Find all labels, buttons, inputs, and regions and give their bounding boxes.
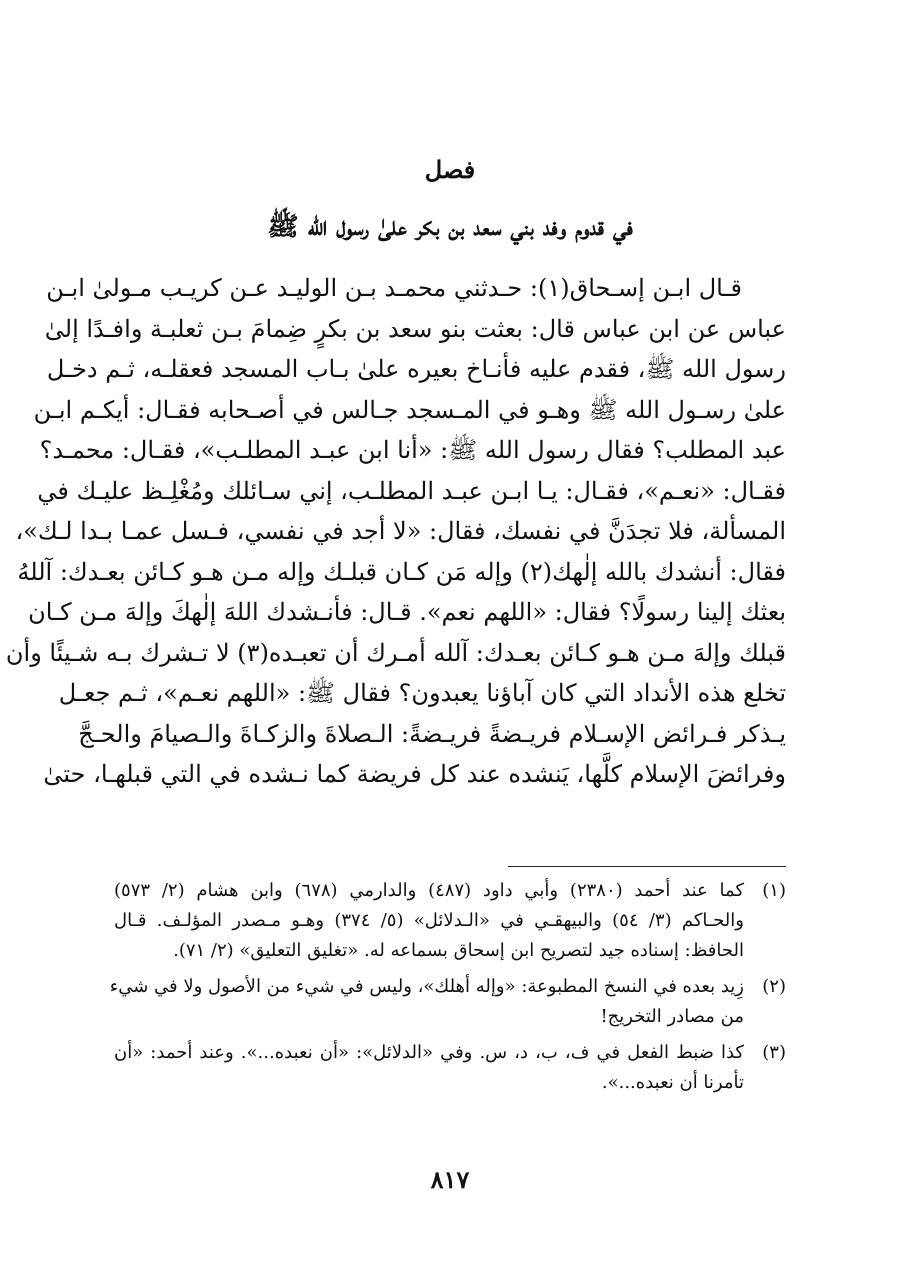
- footnote-number: (٣): [762, 1042, 786, 1063]
- body-line: عبد المطلب؟ فقال رسول الله ﷺ: «أنا ابن عبـد المطلـب»، فقـال: محمـد؟: [39, 436, 786, 464]
- body-line: رسول الله ﷺ، فقدم عليه فأنـاخ بعيره علىٰ بـاب المسجد فعقلـه، ثـم دخـل: [46, 355, 786, 383]
- footnote-number: (١): [762, 880, 786, 901]
- body-line: علىٰ رسـول الله ﷺ وهـو في المـسجد جـالس في أصـحابه فقـال: أيكـم ابـن: [33, 395, 786, 424]
- footnote-line: كما عند أحمد (٢٣٨٠) وأبي داود (٤٨٧) والدارمي (٦٧٨) وابن هشام (٢/ ٥٧٣): [114, 880, 745, 901]
- body-line: يـذكر فـرائض الإسـلام فريـضةً فريـضةً: الـصلاةَ والزكـاةَ والـصيامَ والحـجَّ: [78, 719, 786, 748]
- footnote-number: (٢): [762, 976, 786, 997]
- footnote-line: من مصادر التخريج!: [600, 1006, 744, 1027]
- body-line: قبلك وإلهَ مـن هـو كـائن بعـدك: آلله أمـرك أن تعبـده(٣) لا تـشرك بـه شـيئًا وأن: [5, 638, 786, 667]
- body-line: تخلع هذه الأنداد التي كان آباؤنا يعبدون؟ فقال ﷺ: «اللهم نعـم»، ثـم جعـل: [58, 679, 786, 707]
- body-line: بعثك إلينا رسولًا؟ فقال: «اللهم نعم». قـال: فأنـشدك اللهَ إلٰهكَ وإلهَ مـن كـان: [28, 598, 786, 626]
- footnote-1: [114, 876, 786, 966]
- body-line: عباس عن ابن عباس قال: بعثت بنو سعد بن بكرٍ ضِمامَ بـن ثعلبـة وافـدًا إلىٰ: [44, 314, 786, 343]
- footnote-line: تأمرنا أن نعبده...».: [601, 1072, 744, 1093]
- body-line: فقـال: «نعـم»، فقـال: يـا ابـن عبـد المطلـب، إني سـائلك ومُغْلِـظ عليـك في: [37, 476, 786, 505]
- body-text: [5, 268, 786, 795]
- footnotes: [109, 876, 786, 1104]
- body-line: وفرائضَ الإسلام كلَّها، يَنشده عند كل فريضة كما نـشده في التي قبلهـا، حتىٰ: [43, 760, 786, 788]
- footnote-line: والحـاكم (٣/ ٥٤) والبيهقـي في «الـدلائل» (٥/ ٣٧٤) وهـو مـصدر المؤلـف. قـال: [114, 910, 744, 931]
- footnote-line: زِيد بعده في النسخ المطبوعة: «وإله أهلك»، وليس في شيء من الأصول ولا في شيء: [109, 976, 744, 997]
- footnote-2: [109, 972, 786, 1032]
- body-line: المسألة، فلا تجدَنَّ في نفسك، فقال: «لا أجد في نفسي، فـسل عمـا بـدا لـك»،: [15, 517, 786, 545]
- page-number: ٨١٧: [430, 1165, 470, 1194]
- footnote-line: الحافظ: إسناده جيد لتصريح ابن إسحاق بسماعه له. «تغليق التعليق» (٢/ ٧١).: [173, 940, 744, 961]
- footnote-line: كذا ضبط الفعل في ف، ب، د، س. وفي «الدلائل»: «أن نعبده...». وعند أحمد: «أن: [114, 1042, 744, 1063]
- section-title: في قدوم وفد بني سعد بن بكر علىٰ رسول الله ﷺ: [267, 212, 633, 242]
- body-line: فقال: أنشدك بالله إلٰهك(٢) وإله مَن كـان قبلـك وإله مـن هـو كـائن بعـدك: آللهُ: [17, 557, 786, 586]
- body-line: قـال ابـن إسـحاق(١): حـدثني محمـد بـن الوليـد عـن كريـب مـولىٰ ابـن: [46, 274, 742, 302]
- footnote-3: [114, 1038, 786, 1098]
- section-heading: فصل: [424, 155, 476, 184]
- footnote-divider: [508, 866, 786, 867]
